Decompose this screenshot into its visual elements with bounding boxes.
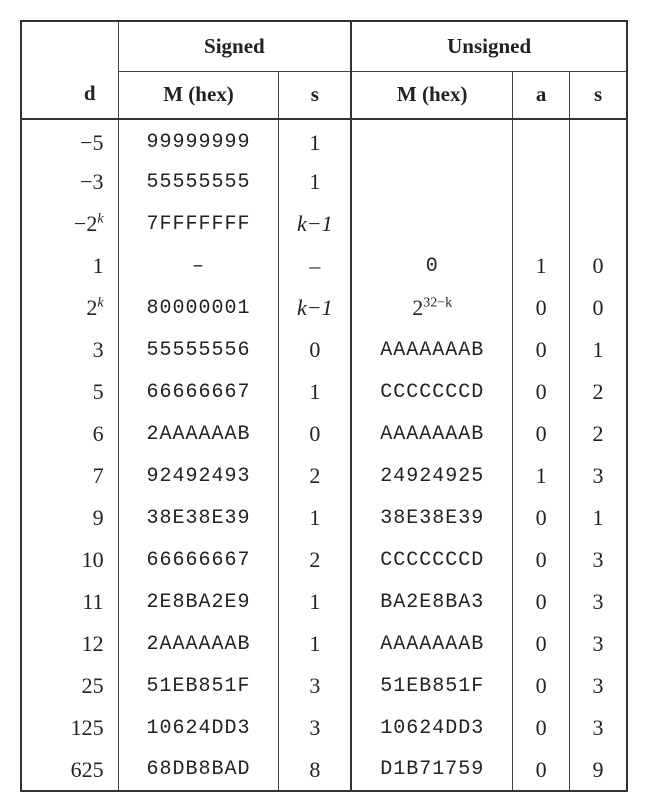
cell-signed-s [279, 203, 351, 245]
table-row [21, 581, 627, 623]
cell-signed-s-value: k−1 [297, 211, 333, 236]
cell-unsigned-a [513, 581, 570, 623]
cell-signed-m-value: 68DB8BAD [146, 758, 251, 781]
cell-unsigned-a [513, 287, 570, 329]
cell-unsigned-m-value: AAAAAAAB [380, 422, 485, 446]
cell-unsigned-m [351, 665, 512, 707]
cell-signed-m-value: 51EB851F [146, 674, 251, 698]
cell-unsigned-m [351, 539, 512, 581]
cell-signed-s [279, 707, 351, 749]
header-signed-m-hex: M (hex) [118, 71, 279, 119]
cell-unsigned-a [513, 497, 570, 539]
cell-d-value: 3 [92, 337, 104, 362]
cell-signed-m [118, 623, 279, 665]
cell-unsigned-a [513, 749, 570, 791]
cell-d [21, 749, 118, 791]
cell-signed-s [279, 749, 351, 791]
cell-unsigned-a [513, 245, 570, 287]
cell-unsigned-m-value: 0 [425, 254, 439, 278]
cell-unsigned-a [513, 161, 570, 203]
cell-signed-s-value: 1 [309, 129, 321, 155]
cell-d-value: −2 [73, 211, 98, 236]
cell-unsigned-a [513, 329, 570, 371]
cell-unsigned-m [351, 413, 512, 455]
cell-unsigned-m-value: 38E38E39 [380, 506, 485, 530]
cell-d [21, 161, 118, 203]
cell-d-value: 11 [82, 589, 104, 614]
cell-unsigned-s [570, 245, 627, 287]
cell-unsigned-m [351, 161, 512, 203]
cell-d-value: −3 [80, 169, 104, 194]
cell-unsigned-s-value: 3 [592, 547, 604, 572]
cell-d-exponent: k [97, 211, 104, 227]
table-row [21, 749, 627, 791]
cell-signed-m-value: 2AAAAAAB [146, 422, 251, 446]
cell-signed-m-value: 7FFFFFFF [146, 212, 251, 236]
cell-signed-m [118, 371, 279, 413]
cell-d-value: 6 [92, 421, 104, 446]
cell-unsigned-s-value: 2 [592, 421, 604, 446]
cell-signed-s [279, 161, 351, 203]
cell-signed-s [279, 287, 351, 329]
magic-numbers-table [20, 20, 628, 792]
cell-signed-s [279, 371, 351, 413]
cell-unsigned-s [570, 329, 627, 371]
cell-unsigned-a-value: 0 [535, 589, 547, 614]
cell-unsigned-m [351, 623, 512, 665]
cell-unsigned-m-value: 10624DD3 [380, 716, 485, 740]
cell-unsigned-a-value: 0 [535, 547, 547, 572]
cell-signed-m [118, 497, 279, 539]
cell-signed-m-value: 10624DD3 [146, 716, 251, 740]
cell-d-value: 625 [70, 756, 104, 782]
cell-unsigned-m-value: CCCCCCCD [380, 548, 485, 572]
cell-d [21, 245, 118, 287]
cell-signed-s [279, 455, 351, 497]
cell-unsigned-a-value: 0 [535, 756, 547, 782]
cell-signed-s-value: 0 [309, 421, 321, 446]
cell-unsigned-a-value: 0 [535, 715, 547, 740]
cell-d-exponent: k [97, 295, 104, 311]
cell-unsigned-s [570, 119, 627, 161]
cell-unsigned-s [570, 497, 627, 539]
cell-signed-m-value: 99999999 [146, 131, 251, 154]
cell-signed-m [118, 245, 279, 287]
cell-unsigned-m [351, 371, 512, 413]
cell-d [21, 665, 118, 707]
cell-signed-s [279, 581, 351, 623]
cell-unsigned-a-value: 0 [535, 673, 547, 698]
cell-d-value: 25 [81, 673, 104, 698]
cell-d [21, 119, 118, 161]
cell-signed-m-value: 2E8BA2E9 [146, 590, 251, 614]
header-unsigned-s: s [570, 71, 627, 119]
cell-unsigned-s-value: 1 [592, 337, 604, 362]
cell-unsigned-a [513, 665, 570, 707]
cell-signed-m-value: – [192, 254, 206, 278]
cell-unsigned-a [513, 203, 570, 245]
cell-unsigned-s-value: 9 [592, 756, 604, 782]
cell-signed-m-value: 80000001 [146, 296, 251, 320]
cell-d-value: 125 [70, 715, 104, 740]
cell-unsigned-s [570, 455, 627, 497]
cell-unsigned-s-value: 3 [592, 715, 604, 740]
cell-unsigned-s [570, 287, 627, 329]
cell-d [21, 581, 118, 623]
cell-d-value: 10 [81, 547, 104, 572]
cell-signed-s [279, 497, 351, 539]
cell-unsigned-a-value: 0 [535, 379, 547, 404]
cell-unsigned-a [513, 413, 570, 455]
cell-signed-s [279, 665, 351, 707]
cell-unsigned-a-value: 0 [535, 421, 547, 446]
cell-unsigned-a-value: 1 [535, 253, 547, 278]
table-row [21, 707, 627, 749]
cell-signed-m [118, 161, 279, 203]
cell-unsigned-s [570, 665, 627, 707]
table-row [21, 203, 627, 245]
cell-d-value: 1 [92, 253, 104, 278]
cell-signed-m [118, 203, 279, 245]
cell-unsigned-s [570, 707, 627, 749]
cell-unsigned-m [351, 245, 512, 287]
cell-unsigned-a [513, 119, 570, 161]
cell-signed-m [118, 581, 279, 623]
header-unsigned-m-hex: M (hex) [351, 71, 512, 119]
table-row [21, 161, 627, 203]
cell-d-value: 5 [92, 379, 104, 404]
table-row [21, 497, 627, 539]
cell-signed-s [279, 119, 351, 161]
table-row [21, 413, 627, 455]
header-signed-s: s [279, 71, 351, 119]
cell-unsigned-m [351, 455, 512, 497]
cell-unsigned-m [351, 497, 512, 539]
cell-signed-s-value: 1 [309, 379, 321, 404]
cell-d-value: 12 [81, 631, 104, 656]
cell-unsigned-s-value: 3 [592, 673, 604, 698]
cell-unsigned-m-value: AAAAAAAB [380, 632, 485, 656]
cell-signed-m [118, 707, 279, 749]
cell-unsigned-m [351, 119, 512, 161]
cell-d [21, 707, 118, 749]
cell-d [21, 413, 118, 455]
cell-unsigned-m-value: 2 [412, 295, 424, 320]
cell-d [21, 287, 118, 329]
table-row [21, 287, 627, 329]
cell-d-value: 9 [92, 505, 104, 530]
cell-signed-m [118, 455, 279, 497]
cell-unsigned-s [570, 413, 627, 455]
header-d: d [21, 21, 118, 119]
cell-d [21, 623, 118, 665]
table-row [21, 371, 627, 413]
cell-unsigned-a [513, 371, 570, 413]
cell-signed-s-value: 1 [309, 169, 321, 194]
cell-unsigned-a-value: 0 [535, 337, 547, 362]
cell-d [21, 497, 118, 539]
cell-signed-m [118, 119, 279, 161]
cell-unsigned-m [351, 287, 512, 329]
cell-d-value: 2 [86, 295, 98, 320]
cell-signed-m [118, 287, 279, 329]
cell-unsigned-s [570, 371, 627, 413]
cell-unsigned-s [570, 161, 627, 203]
cell-signed-m-value: 66666667 [146, 380, 251, 404]
cell-signed-s-value: 8 [309, 756, 321, 782]
cell-unsigned-s-value: 0 [592, 295, 604, 320]
cell-signed-s [279, 329, 351, 371]
cell-unsigned-m [351, 329, 512, 371]
cell-signed-s-value: – [309, 253, 321, 278]
cell-signed-s-value: 2 [309, 547, 321, 572]
cell-signed-s-value: 1 [309, 589, 321, 614]
cell-unsigned-a [513, 707, 570, 749]
cell-unsigned-s [570, 623, 627, 665]
table-row [21, 623, 627, 665]
table-body [21, 119, 627, 791]
cell-signed-s-value: k−1 [297, 295, 333, 320]
cell-signed-m [118, 665, 279, 707]
cell-unsigned-s-value: 3 [592, 589, 604, 614]
cell-d-value: −5 [80, 129, 104, 155]
cell-d [21, 203, 118, 245]
cell-d [21, 539, 118, 581]
cell-signed-m-value: 55555556 [146, 338, 251, 362]
cell-unsigned-m [351, 203, 512, 245]
cell-signed-s [279, 413, 351, 455]
cell-unsigned-m-value: 51EB851F [380, 674, 485, 698]
cell-unsigned-s-value: 1 [592, 505, 604, 530]
header-unsigned-a: a [513, 71, 570, 119]
table-row [21, 539, 627, 581]
cell-signed-s-value: 2 [309, 463, 321, 488]
cell-unsigned-a [513, 455, 570, 497]
cell-signed-s [279, 245, 351, 287]
cell-signed-s-value: 1 [309, 631, 321, 656]
table-row [21, 665, 627, 707]
header-signed: Signed [118, 21, 351, 71]
cell-unsigned-s [570, 749, 627, 791]
cell-unsigned-s-value: 0 [592, 253, 604, 278]
cell-unsigned-m-exponent: 32−k [423, 295, 453, 311]
table-row [21, 119, 627, 161]
cell-unsigned-a [513, 623, 570, 665]
table-row [21, 455, 627, 497]
cell-unsigned-m [351, 707, 512, 749]
cell-unsigned-m-value: D1B71759 [380, 758, 485, 781]
cell-signed-s-value: 3 [309, 673, 321, 698]
cell-signed-s-value: 1 [309, 505, 321, 530]
cell-signed-m-value: 2AAAAAAB [146, 632, 251, 656]
cell-unsigned-s-value: 2 [592, 379, 604, 404]
cell-signed-m-value: 55555555 [146, 170, 251, 194]
cell-unsigned-a-value: 0 [535, 631, 547, 656]
cell-unsigned-s [570, 539, 627, 581]
cell-signed-m-value: 66666667 [146, 548, 251, 572]
cell-signed-s-value: 3 [309, 715, 321, 740]
cell-unsigned-s-value: 3 [592, 463, 604, 488]
cell-signed-m-value: 38E38E39 [146, 506, 251, 530]
cell-unsigned-m-value: BA2E8BA3 [380, 590, 485, 614]
cell-unsigned-m [351, 749, 512, 791]
cell-unsigned-a-value: 0 [535, 295, 547, 320]
cell-signed-m [118, 749, 279, 791]
cell-signed-s-value: 0 [309, 337, 321, 362]
cell-d [21, 371, 118, 413]
cell-unsigned-m-value: CCCCCCCD [380, 380, 485, 404]
cell-unsigned-m [351, 581, 512, 623]
cell-unsigned-s-value: 3 [592, 631, 604, 656]
cell-signed-m [118, 413, 279, 455]
cell-d [21, 455, 118, 497]
cell-d-value: 7 [92, 463, 104, 488]
header-unsigned: Unsigned [351, 21, 627, 71]
cell-unsigned-a [513, 539, 570, 581]
cell-unsigned-s [570, 203, 627, 245]
cell-unsigned-a-value: 0 [535, 505, 547, 530]
cell-unsigned-m-value: 24924925 [380, 464, 485, 488]
table-row [21, 329, 627, 371]
cell-unsigned-m-value: AAAAAAAB [380, 338, 485, 362]
cell-signed-s [279, 623, 351, 665]
cell-unsigned-s [570, 581, 627, 623]
cell-signed-m [118, 329, 279, 371]
cell-d [21, 329, 118, 371]
cell-unsigned-a-value: 1 [535, 463, 547, 488]
cell-signed-s [279, 539, 351, 581]
cell-signed-m [118, 539, 279, 581]
cell-signed-m-value: 92492493 [146, 464, 251, 488]
table-row [21, 245, 627, 287]
